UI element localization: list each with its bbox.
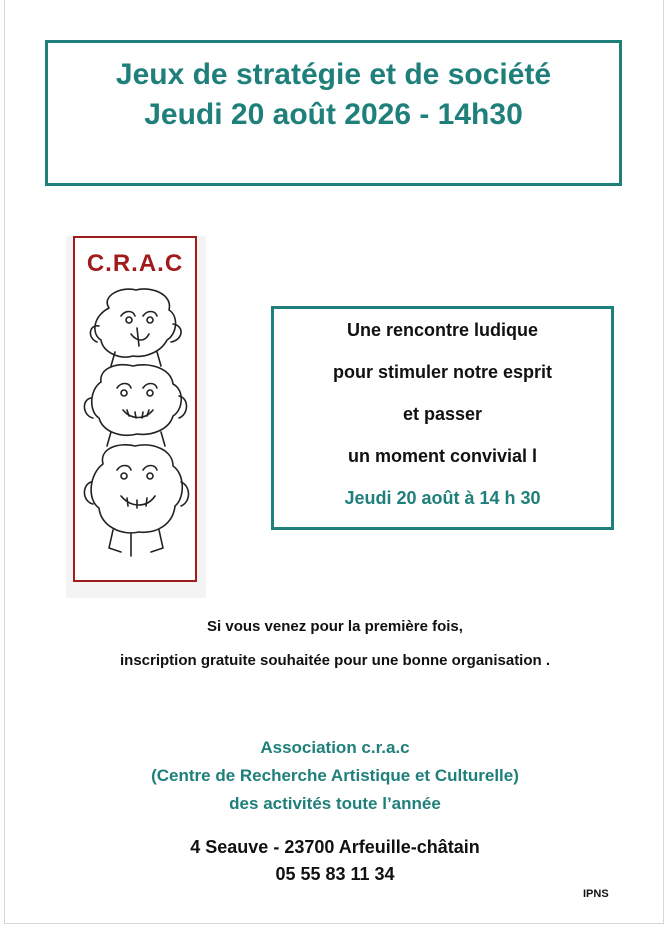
- info-line-1: Une rencontre ludique: [346, 320, 539, 340]
- stacked-elephants-drawing-icon: [81, 286, 191, 576]
- logo-frame: [73, 236, 197, 582]
- ipns-label: IPNS: [583, 888, 609, 900]
- association-full-name: (Centre de Recherche Artistique et Culturelle): [151, 766, 519, 785]
- title-box: [45, 40, 622, 186]
- info-line-4: un moment convivial l: [347, 446, 538, 466]
- association-block: [0, 734, 670, 818]
- association-name: Association c.r.a.c: [260, 738, 410, 757]
- event-title: Jeux de stratégie et de société: [115, 58, 552, 91]
- contact-address: 4 Seauve - 23700 Arfeuille-châtain: [190, 837, 480, 857]
- logo-text: C.R.A.C: [86, 250, 184, 277]
- info-line-3: et passer: [402, 404, 483, 424]
- note-line-2: inscription gratuite souhaitée pour une bonne organisation .: [119, 652, 551, 669]
- note-line-1: Si vous venez pour la première fois,: [207, 618, 463, 635]
- info-box: [271, 306, 614, 530]
- registration-note: [0, 610, 670, 678]
- event-datetime: Jeudi 20 août 2026 - 14h30: [144, 98, 523, 131]
- association-tagline: des activités toute l’année: [229, 794, 441, 813]
- contact-phone: 05 55 83 11 34: [275, 864, 395, 884]
- info-date: Jeudi 20 août à 14 h 30: [344, 488, 541, 508]
- info-line-2: pour stimuler notre esprit: [332, 362, 553, 382]
- contact-block: [0, 834, 670, 888]
- crac-logo: [66, 236, 206, 598]
